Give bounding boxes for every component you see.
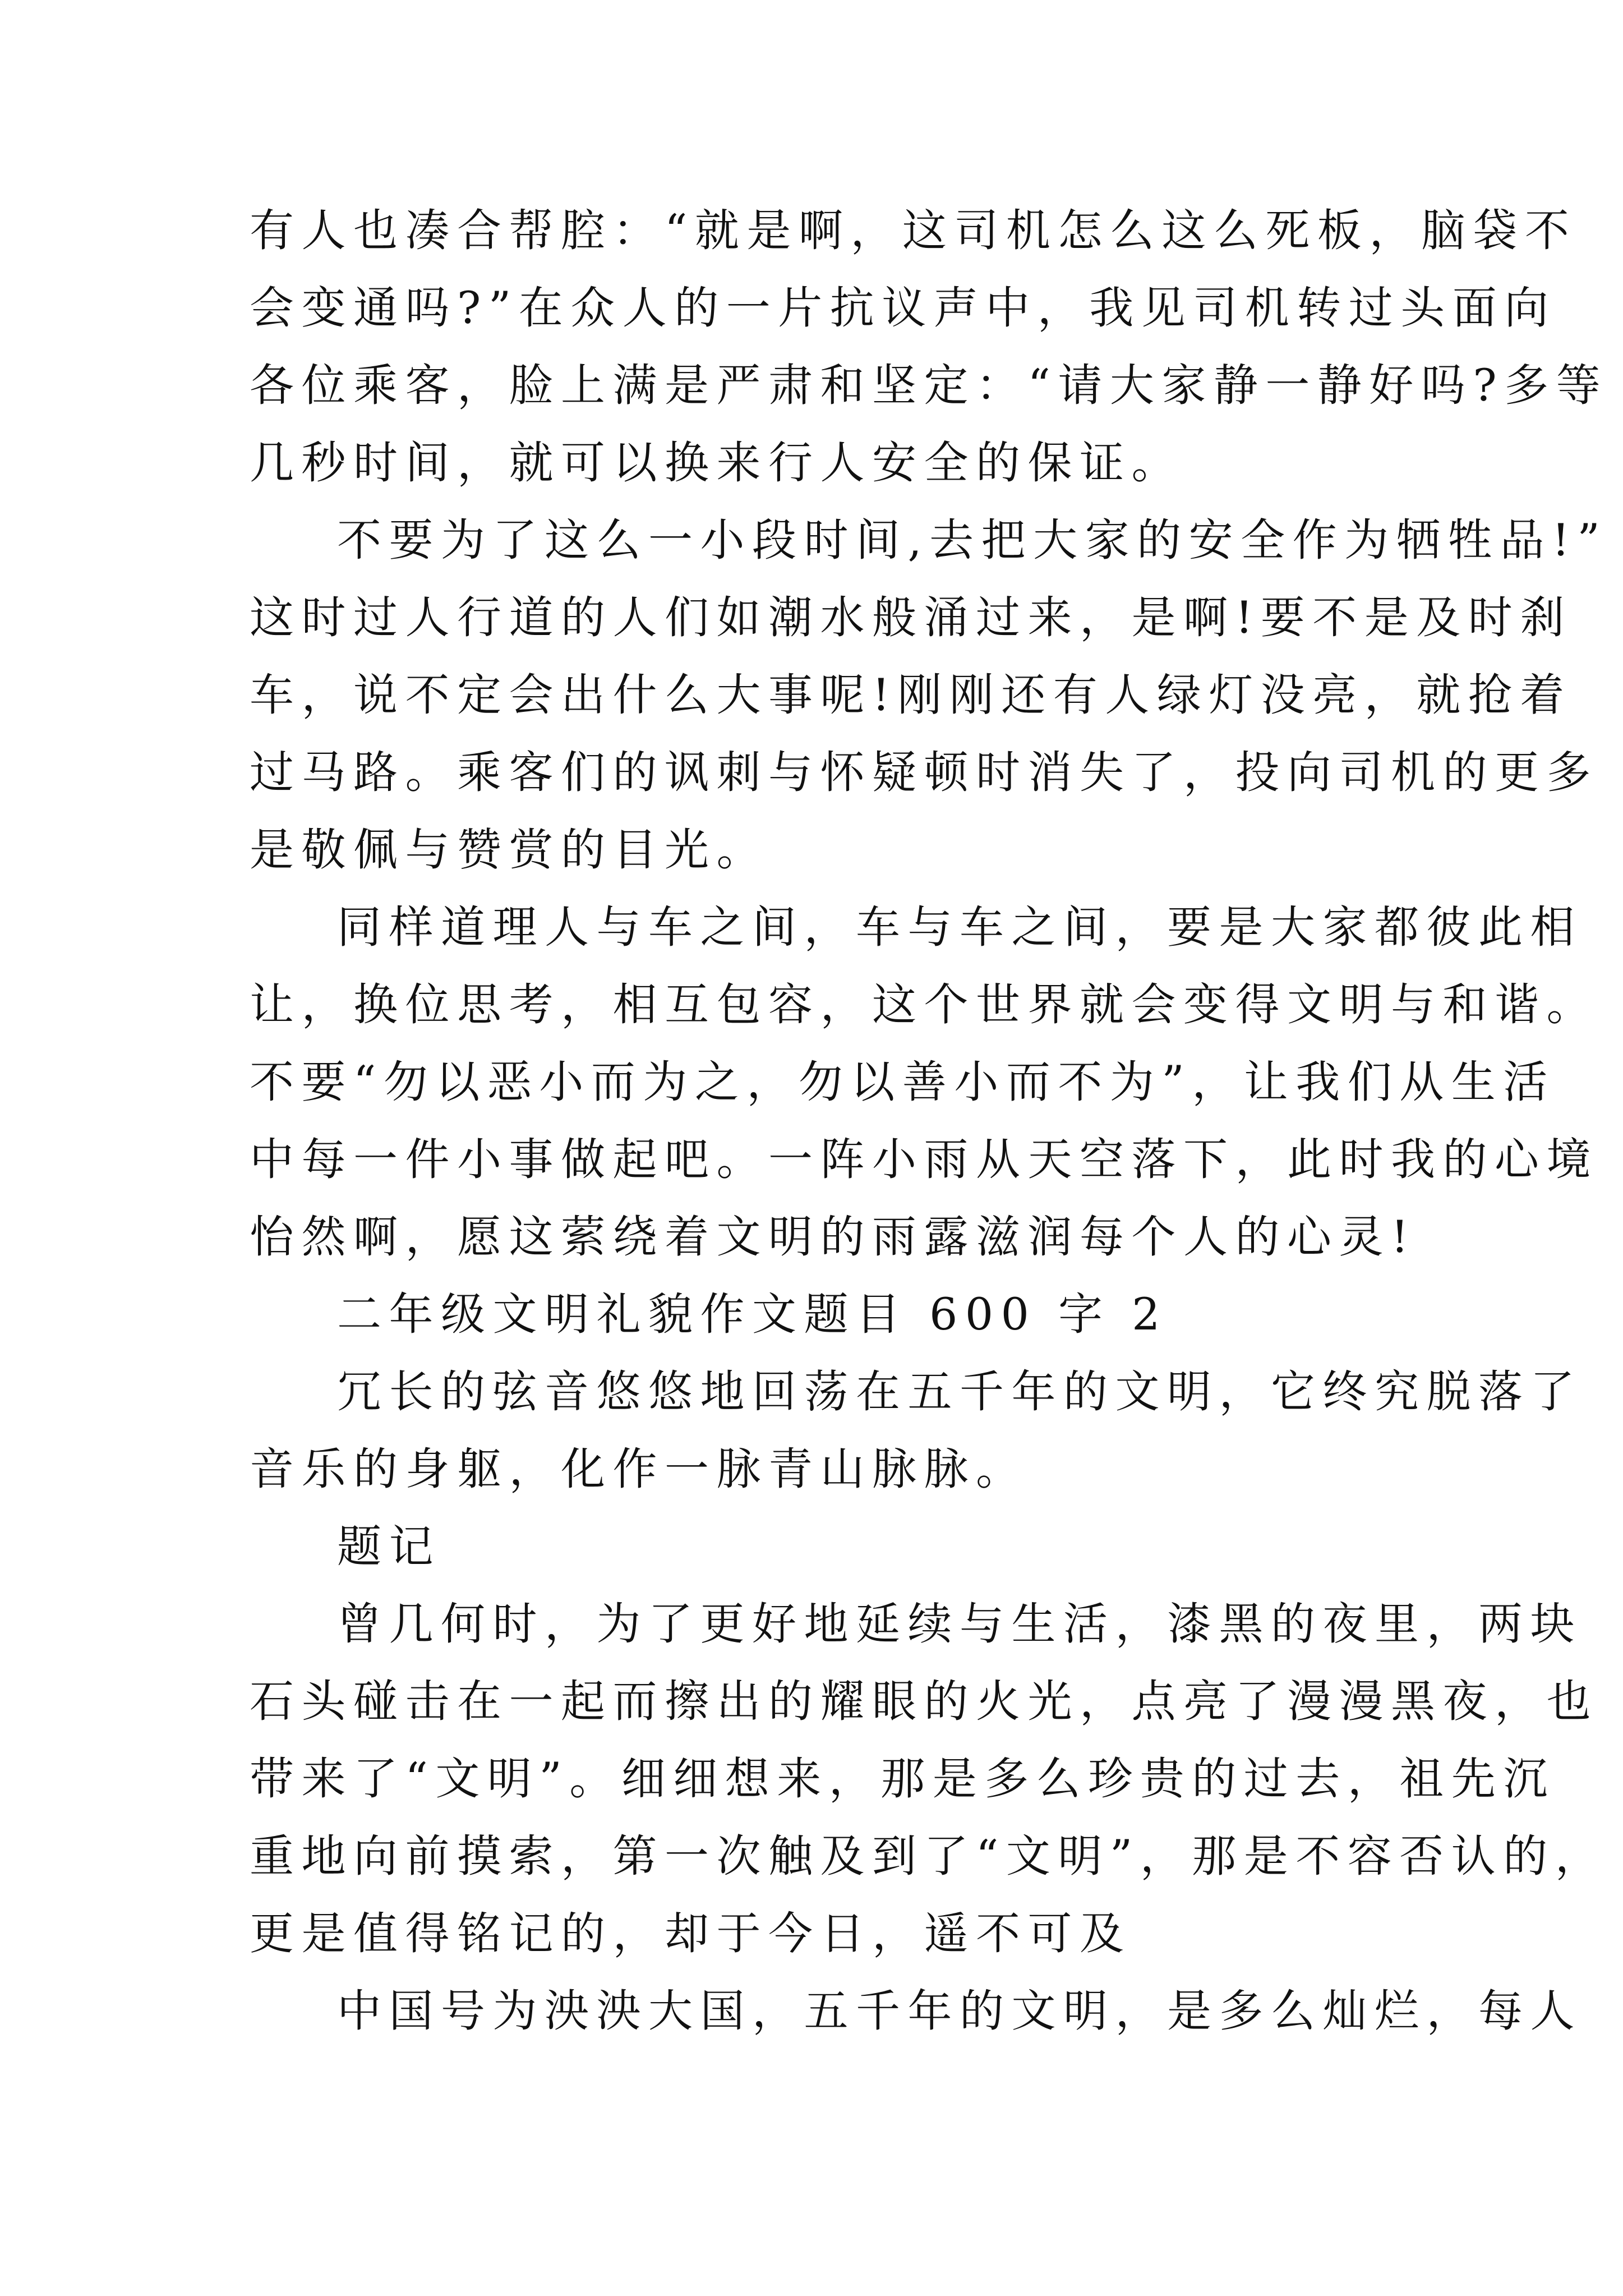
text-line: 更是值得铭记的，却于今日，遥不可及 <box>250 1908 1132 1959</box>
text-line: 音乐的身躯，化作一脉青山脉脉。 <box>250 1443 1028 1495</box>
text-line: 让，换位思考，相互包容，这个世界就会变得文明与和谐。 <box>250 979 1598 1030</box>
text-line: 石头碰击在一起而擦出的耀眼的火光，点亮了漫漫黑夜，也 <box>250 1676 1598 1727</box>
section-heading: 二年级文明礼貌作文题目 600 字 2 <box>337 1289 1168 1340</box>
text-line: 同样道理人与车之间，车与车之间，要是大家都彼此相 <box>337 901 1582 953</box>
text-line: 冗长的弦音悠悠地回荡在五千年的文明，它终究脱落了 <box>337 1366 1582 1418</box>
text-line: 怡然啊，愿这萦绕着文明的雨露滋润每个人的心灵! <box>250 1211 1417 1263</box>
text-line: 不要“勿以恶小而为之，勿以善小而不为”，让我们从生活 <box>250 1056 1555 1108</box>
text-line: 题记 <box>337 1521 441 1572</box>
text-line: 曾几何时，为了更好地延续与生活，漆黑的夜里，两块 <box>337 1598 1582 1650</box>
text-line: 这时过人行道的人们如潮水般涌过来，是啊!要不是及时刹 <box>250 592 1572 643</box>
text-line: 有人也凑合帮腔：“就是啊，这司机怎么这么死板，脑袋不 <box>250 205 1577 256</box>
text-line: 几秒时间，就可以换来行人安全的保证。 <box>250 437 1183 489</box>
text-line: 过马路。乘客们的讽刺与怀疑顿时消失了，投向司机的更多 <box>250 747 1598 798</box>
text-line: 中国号为泱泱大国，五千年的文明，是多么灿烂，每人 <box>337 1985 1582 2037</box>
text-line: 重地向前摸索，第一次触及到了“文明”，那是不容否认的， <box>250 1830 1607 1882</box>
text-line: 各位乘客，脸上满是严肃和坚定：“请大家静一静好吗?多等 <box>250 360 1608 411</box>
text-line: 会变通吗?”在众人的一片抗议声中，我见司机转过头面向 <box>250 282 1556 334</box>
text-line: 不要为了这么一小段时间,去把大家的安全作为牺牲品!” <box>337 514 1608 566</box>
text-line: 车，说不定会出什么大事呢!刚刚还有人绿灯没亮，就抢着 <box>250 669 1572 721</box>
text-line: 中每一件小事做起吧。一阵小雨从天空落下，此时我的心境 <box>250 1134 1598 1185</box>
text-line: 带来了“文明”。细细想来，那是多么珍贵的过去，祖先沉 <box>250 1753 1555 1805</box>
text-line: 是敬佩与赞赏的目光。 <box>250 824 768 876</box>
